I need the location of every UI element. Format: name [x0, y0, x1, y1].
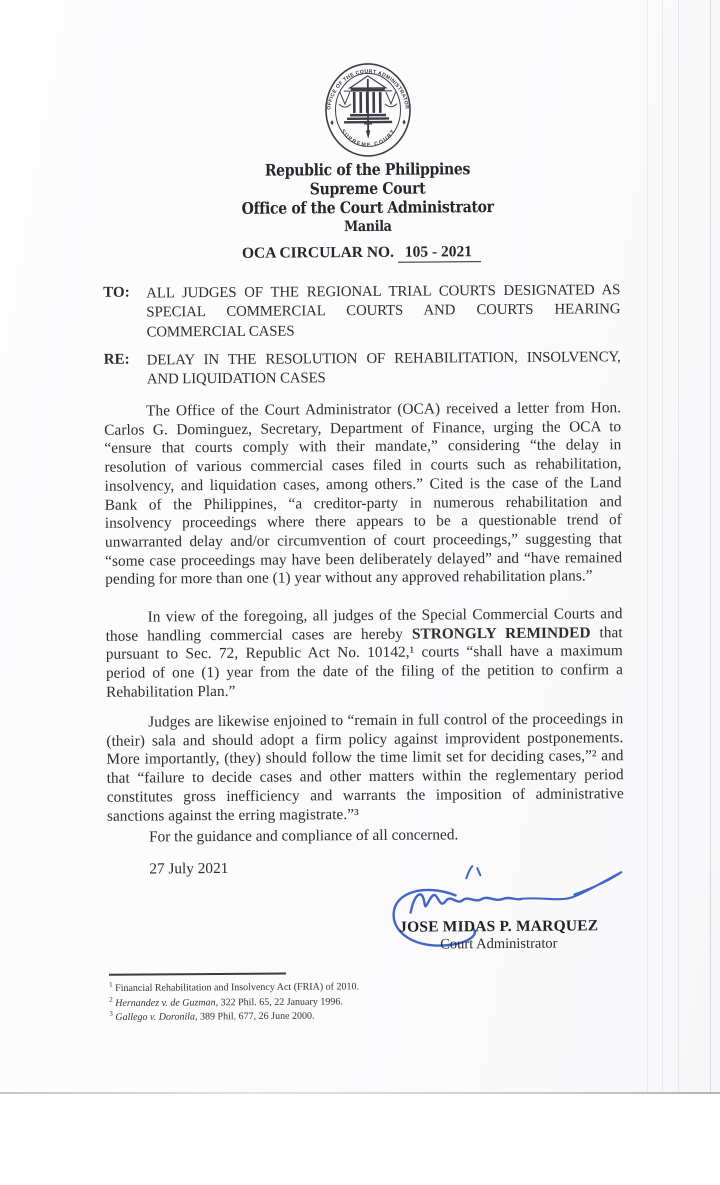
to-label: TO:	[103, 284, 130, 301]
letterhead-office: Office of the Court Administrator	[241, 197, 494, 218]
circular-heading	[103, 242, 620, 264]
date-line: 27 July 2021	[149, 859, 229, 878]
footnotes	[109, 977, 539, 1024]
footnote-3-text: 389 Phil. 677, 26 June 2000.	[197, 1010, 315, 1023]
footnote-2-marker: 2	[109, 995, 113, 1004]
footnote-1-marker: 1	[109, 980, 113, 989]
footnote-3	[109, 1006, 539, 1024]
closing-line: For the guidance and compliance of all concerned.	[149, 826, 459, 846]
letterhead-republic: Republic of the Philippines	[264, 159, 471, 180]
to-text: ALL JUDGES OF THE REGIONAL TRIAL COURTS DESIGNATED AS SPECIAL COMMERCIAL COURTS AND COURTS HEARING COMMERCIAL CASES	[146, 282, 621, 341]
paragraph-1: The Office of the Court Administrator (OCA) received a letter from Hon. Carlos G. Dominguez, Secretary, Department of Finance, urging the OCA to “ensure that courts comply with their mandate,” considering “the delay in resolution of various commercial cases filed in courts such as rehabilitation, insolvency, and liquidation cases, among others.” Cited is the case of the Land Bank of the Philippines, “a creditor-party in numerous rehabilitation and insolvency proceedings where there appears to be a questionable trend of unwarranted delay and/or circumvention of court proceedings,” suggesting that “some case proceedings may have been deliberately delayed” and “have remained pending for more than one (1) year without any approved rehabilitation plans.”	[104, 399, 623, 589]
footnote-1-text: Financial Rehabilitation and Insolvency Act (FRIA) of 2010.	[115, 981, 360, 995]
paragraph-2	[105, 605, 623, 702]
signatory-title: Court Administrator	[440, 935, 558, 953]
footnote-3-case: Gallego v. Doronila,	[115, 1011, 198, 1024]
letterhead-supreme-court: Supreme Court	[309, 178, 426, 199]
seal-bottom-text: SUPREME COURT	[339, 128, 397, 149]
letterhead-manila: Manila	[343, 217, 392, 236]
re-text: DELAY IN THE RESOLUTION OF REHABILITATION, INSOLVENCY, AND LIQUIDATION CASES	[146, 349, 621, 388]
seal-top-text: OFFICE OF THE COURT ADMINISTRATOR	[326, 68, 410, 111]
re-label: RE:	[103, 351, 130, 368]
strongly-reminded-emphasis: STRONGLY REMINDED	[411, 624, 591, 643]
paragraph-3: Judges are likewise enjoined to “remain in full control of the proceedings in (their) sala and should adopt a firm policy against improvident postponements. More importantly, (they) should follow the time limit set for deciding cases,”² and that “failure to decide cases and other matters within the reglementary period constitutes gross inefficiency and warrants the imposition of administrative sanctions against the erring magistrate.”³	[106, 710, 624, 825]
footnote-2-text: 322 Phil. 65, 22 January 1996.	[218, 996, 343, 1008]
circular-number: 105 - 2021	[398, 243, 481, 263]
footnote-separator	[109, 973, 286, 976]
signatory-name: JOSE MIDAS P. MARQUEZ	[399, 917, 599, 936]
supreme-court-seal-icon	[323, 60, 414, 159]
paragraph-2-tail: that pursuant to Sec. 72, Republic Act No. 10142,¹ courts “shall have a maximum period of one (1) year from the date of the filing of the petition to confirm a Rehabilitation Plan.”	[105, 623, 623, 701]
subject-block	[104, 348, 621, 390]
footnote-3-marker: 3	[109, 1009, 113, 1019]
addressee-block	[103, 281, 620, 343]
letterhead	[191, 159, 544, 237]
footnote-2-case: Hernandez v. de Guzman,	[115, 996, 219, 1009]
paragraph-2-lead: In view of the foregoing, all judges of the Special Commercial Courts and those handling commercial cases are hereby	[105, 605, 623, 645]
circular-label: OCA CIRCULAR NO.	[241, 243, 395, 262]
